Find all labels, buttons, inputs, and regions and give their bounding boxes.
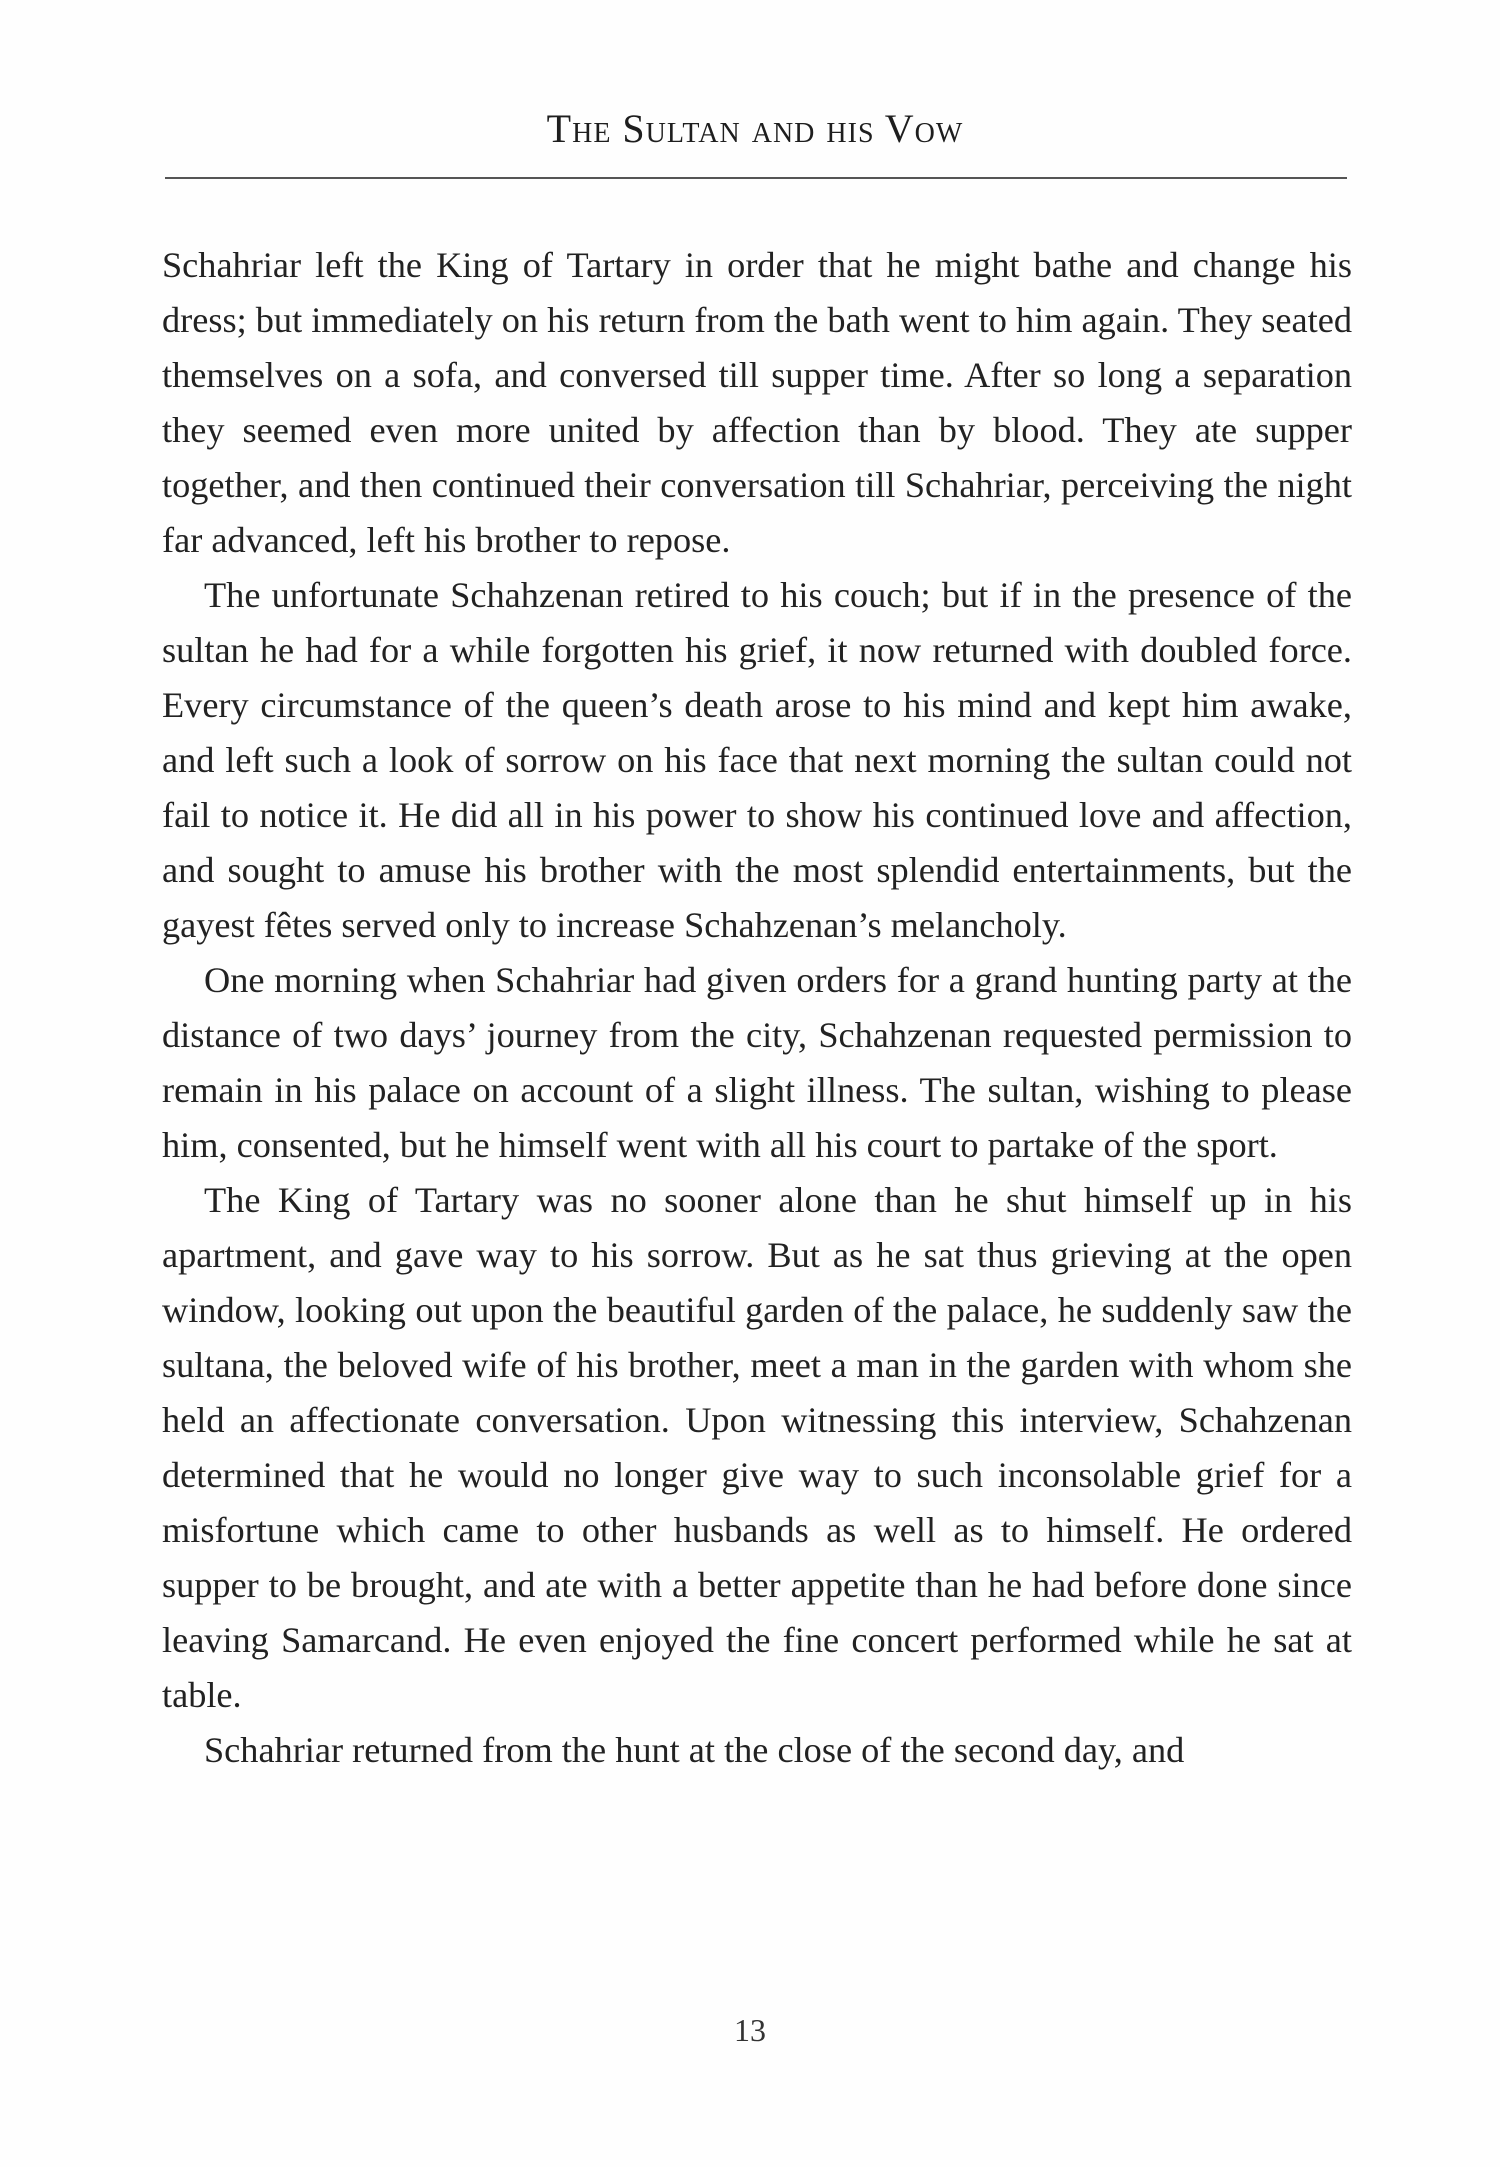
header-rule — [165, 177, 1347, 179]
page-number: 13 — [734, 2012, 766, 2048]
paragraph: The King of Tartary was no sooner alone than he shut himself up in his apartment, and gave way to his sorrow. But as he sat thus grieving at the open window, looking out upon the beautiful garden of the palace, he suddenly saw the sultana, the beloved wife of his brother, meet a man in the garden with whom she held an affectionate conversation. Upon witnessing this interview, Schahzenan determined that he would no longer give way to such inconsolable grief for a misfortune which came to other husbands as well as to himself. He ordered supper to be brought, and ate with a better appetite than he had before done since leaving Samarcand. He even enjoyed the fine concert performed while he sat at table. — [162, 1180, 1352, 1715]
paragraph: One morning when Schahriar had given orders for a grand hunting party at the distance of two days’ journey from the city, Schahzenan requested permission to remain in his palace on account of a slight illness. The sultan, wishing to please him, consented, but he himself went with all his court to partake of the sport. — [162, 960, 1352, 1165]
paragraph: Schahriar returned from the hunt at the close of the second day, and — [204, 1730, 1185, 1770]
paragraph: The unfortunate Schahzenan retired to his couch; but if in the presence of the sultan he had for a while forgotten his grief, it now returned with doubled force. Every circumstance of the queen’s death arose to his mind and kept him awake, and left such a look of sorrow on his face that next morning the sultan could not fail to notice it. He did all in his power to show his continued love and affection, and sought to amuse his brother with the most splendid entertainments, but the gayest fêtes served only to increase Schahzenan’s melancholy. — [162, 575, 1352, 945]
paragraph: Schahriar left the King of Tartary in order that he might bathe and change his dress; but immediately on his return from the bath went to him again. They seated themselves on a sofa, and conversed till supper time. After so long a separation they seemed even more united by affection than by blood. They ate supper together, and then continued their conversation till Schahriar, perceiving the night far advanced, left his brother to repose. — [162, 245, 1352, 560]
running-head: The Sultan and his Vow — [546, 106, 964, 151]
body-text — [162, 238, 1352, 1778]
